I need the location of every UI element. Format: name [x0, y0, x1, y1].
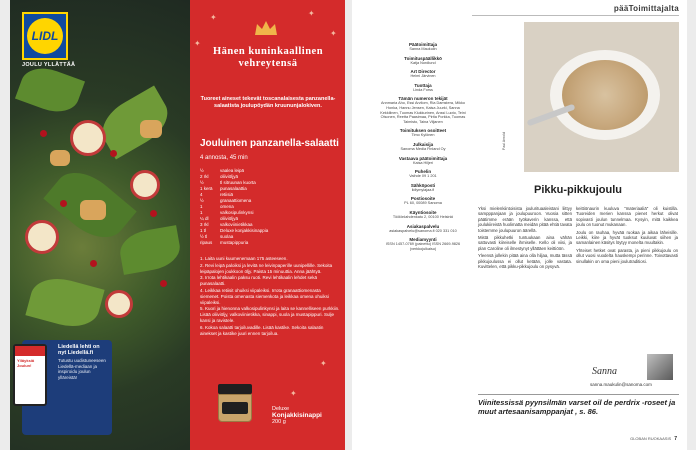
ingredient-qty: ½ tl — [200, 234, 208, 239]
recipe-step: 1. Laita uuni kuumenemaan 175 asteeseen. — [200, 256, 288, 261]
crown-icon — [254, 20, 278, 36]
credit-label: Tämän numeron tekijät — [398, 96, 448, 102]
recipe-title: Jouluinen panzanella-salaatti — [200, 138, 339, 149]
masthead-credits — [378, 38, 468, 251]
credit-label: Toimituspäällikkö — [404, 55, 442, 61]
section-header: pääToimittajalta — [613, 4, 679, 13]
ingredient-item: valkosipulinkynsi — [220, 210, 254, 215]
logo-text: LIDL — [31, 29, 59, 43]
ingredient-item: granaattiomena — [220, 198, 252, 203]
header-rule — [472, 15, 679, 16]
porridge-photo — [524, 22, 679, 172]
article-column-2 — [576, 206, 678, 266]
credit-value: Katja Nordlund — [410, 60, 436, 65]
ingredient-qty: ½ — [200, 180, 204, 185]
credit-value: Timo Kylönen — [411, 133, 435, 138]
ingredient-qty: ¼ dl — [200, 216, 209, 221]
credit-value: Sanna Maukulin — [409, 47, 437, 51]
left-page — [10, 0, 345, 450]
product-weight: 200 g — [272, 419, 286, 425]
article-title: Pikku-pikkujoulu — [534, 184, 623, 196]
credit-value: Vaihde 09 1 201 — [409, 174, 437, 179]
photo-credit: Paul Arnold — [502, 132, 506, 150]
ingredient-qty: 3 rkl — [200, 222, 209, 227]
recipe-servings: 4 annosta, 45 min — [200, 155, 248, 161]
ingredient-qty: ripaus — [200, 240, 213, 245]
credit-label: Asiakaspalvelu — [406, 223, 440, 229]
article-paragraph: keittiönaurin kuuluva "materiaaliä" oli kuistilla. Tuoreiden merien kanssa pienet herkut olivat sopivasti joulun tunnelmaa. Kysyin, mitä kaikkea joulu on tuonut mukanaan. — [576, 206, 678, 228]
credit-label: Sähköposti — [410, 182, 436, 188]
lidl-logo[interactable] — [22, 12, 68, 60]
mustard-jar-image — [218, 384, 252, 422]
ingredient-list — [200, 168, 340, 246]
author-avatar — [647, 354, 673, 380]
article-paragraph: Yleensä jollekin pitää aina olla hiljaa, mutta tässä pikkujoulussa ei ollut ketään, jolle vastata. Kuvittelen, että pikku-pikkujoulu on pysyvä. — [478, 253, 572, 270]
author-email[interactable]: sanna.maukulin@sanoma.com — [590, 382, 652, 387]
credit-value: Linda Forss — [413, 87, 433, 92]
ingredient-qty: 1 — [200, 204, 203, 209]
credit-label: Art Director — [410, 69, 436, 75]
credit-label: Vastaava päätoimittaja — [398, 155, 448, 161]
credit-label: Päätoimittaja — [408, 42, 437, 47]
product-name: Konjakkisinappi — [272, 411, 322, 419]
ingredient-item: suolaa — [220, 234, 234, 239]
step-list — [200, 256, 340, 337]
ingredient-item: valkoviinietikkaa — [220, 222, 253, 227]
ingredient-item: mustapippuria — [220, 240, 249, 245]
credit-value: asiakaspalvelu@sanoma.fi 020 331 010 — [389, 228, 457, 233]
promo-app-text: Ylläyksiä Joulun! — [17, 358, 35, 368]
recipe-step: 2. Revi leipä paloiksi ja levitä ne leivinpaperille uunipellille. Sekoita leipäpalojen joukkoon öljy. Paista 15 minuuttia. Anna jäähtyä. — [200, 262, 333, 274]
article-paragraph: Yhteiset hetket ovat parasta, ja pieni pikkujoulu on ollut vuosi vuodelta hauskempi perinne. Toivottavasti sinullakin on oma pieni joulutraditiosi. — [576, 247, 678, 264]
intro-text: Tuoreet aineset tekevät toscanalaisesta panzanella-salaatista joulupöydän kruununjalokiven. — [200, 96, 336, 109]
credit-value: PL 60, 00089 Sanoma — [404, 201, 442, 206]
ingredient-qty: 4 — [200, 192, 203, 197]
signature: Sanna — [592, 366, 617, 377]
ingredient-qty: 1 kerä — [200, 186, 213, 191]
credit-value: Kaisa Hiljeri — [412, 160, 434, 165]
brand-label: JOULU YLLÄTTÄÄ — [22, 62, 76, 68]
ingredient-qty: 2 rkl — [200, 174, 209, 179]
product-caption — [272, 406, 322, 426]
credit-value: ISSN 1457-0769 (painettu) ISSN 2669-9826 (verkkojulkaisu) — [385, 242, 461, 251]
recipe-step: 5. Kuori ja hienonna valkosipulinkynsi ja laita se kannelliseen purkkiin. Lisää oliiviöljy, valkoviinietikka, sinappi, suola ja mustapippuri. Sulje kansi ja ravistele. — [200, 306, 340, 323]
page-label: GLOBAN RUOKAASIS — [630, 436, 672, 441]
page-number: 7 — [674, 436, 677, 442]
article-paragraph: Yksi mielenkiintoisista joulurituaaleistani liittyy sampppanjaan ja joulupuuroon. Vuosia sitten päätimme erään työkaverin kanssa, että joulukiireistä huolimatta meidän pitää ehtiä tavata toistemme joulupuuron äärellä. — [478, 206, 572, 233]
ingredient-item: oliiviöljyä — [220, 216, 239, 221]
headline: Hänen kuninkaallinen vehreytensä — [212, 46, 324, 69]
promo-phone-image — [13, 344, 47, 406]
credit-value: Helmi Järvinen — [410, 74, 436, 79]
credit-label: Käyntiosoite — [409, 209, 437, 215]
credit-label: Postiosoite — [410, 196, 436, 202]
credit-value: Sanoma Media Finland Oy — [400, 146, 446, 151]
credit-label: Puhelin — [414, 169, 432, 175]
credit-value: Töölönlahdenkatu 2, 00100 Helsinki — [392, 214, 454, 219]
ingredient-qty: 1 tl — [200, 228, 207, 233]
product-brand: Deluxe — [272, 406, 290, 412]
footer-rule — [478, 394, 679, 395]
recipe-step: 3. Irrota lehtikaalin paksu ruoti. Revi lehtikaalin lehdet sekä punasalaatti. — [200, 275, 318, 287]
ingredient-item: Deluxe konjakkisinappia — [220, 228, 269, 233]
recipe-step: 4. Leikkaa retiisit ohuiksi viipaleiksi. Irrota granaattiomenasta siemenet. Poista omenasta siemenkota ja leikkaa omena ohuiksi viipaleiksi. — [200, 287, 329, 305]
article-paragraph: Joulu on rauhaa, hyvää ruokaa ja aikaa läheisille. Leikki, kiire ja hyvät tuoksut kuuluvat siihen ja samanlainen käsitys löytyy monelta muultakin. — [576, 229, 678, 246]
credit-label: Julkaisija — [412, 141, 434, 147]
article-column-1 — [478, 206, 572, 271]
right-page — [352, 0, 687, 450]
ingredient-qty: ½ — [200, 168, 204, 173]
ingredient-item: punasalaattia — [220, 186, 247, 191]
credit-label: Tuottaja — [414, 82, 432, 88]
credit-label: Toimituksen osoitteet — [399, 128, 447, 134]
ingredient-row — [200, 240, 340, 246]
ingredient-item: retiisiä — [220, 192, 234, 197]
recipe-step: 6. Kokoa salaatti tarjoiluvadille. Lisää kastike. Sekoita salaatin ainekset ja kastike juuri ennen tarjoilua. — [200, 324, 324, 336]
footer-teaser[interactable]: Viinitessissä pyynsilmän varset oil de perdrix -roseet ja muut artesaanisamppanjat , s. 86. — [478, 398, 676, 416]
article-paragraph: Mistä pikkuhetki tuntuukaan aina vähän sattuvasti kiireiselle ihmiselle. Kello oli viisi, ja plan Caroline oli ilmestynyt yllättäen keittiöön. — [478, 235, 572, 251]
page-footer — [630, 436, 677, 442]
ingredient-item: tl sitruunan kuorta — [220, 180, 256, 185]
credit-value: lidlymylajaa.fi — [411, 187, 435, 192]
credit-value: Annmaria Aho, Essi Arvilom, Ria Damstera, Mikko Honka, Hannu Jensen, Kaisa Juurki, Sanna Kekkilinen, Tuomas Kiukkurinen, Anssi Luoto, Teini Olsonen, Reetta Paasimaa, Pirita Porkka, Tuomas Taimisto, Taina Viljanen — [380, 101, 466, 124]
recipe-content: ✦ ✦ ✦ ✦ ✦ ✦ Hänen kuninkaallinen vehreytensä Tuoreet aineset tekevät toscanalaisesta panzanella-salaatista joulupöydän kruununjalokiven. Jouluinen panzanella-salaatti 4 annosta, 45 min ½ vaalea leipä 2 rkl oliiviöljyä ½ tl sitruunan kuorta 1 kerä punasalaattia 4 retiisiä ½ granaattiomena 1 omena 1 valkosipulinkynsi ¼ dl oliiviöljyä 3 rkl valkoviinietikkaa 1 tl Deluxe konjakkisinappia ½ tl suolaa ripaus mustapippuria 1. Laita uuni kuumenemaan 175 asteeseen. 2. Revi leipä paloiksi ja levitä ne leivinpaperille uunipellille. Sekoita leipäpalojen joukkoon öljy. Paista 15 minuuttia. Anna jäähtyä. 3. Irrota lehtikaalin paksu ruoti. Revi lehtikaalin lehdet sekä punasalaatti. 4. Leikkaa retiisit ohuiksi viipaleiksi. Irrota granaattiomenasta siemenet. Poista omenasta siemenkota ja leikkaa omena ohuiksi viipaleiksi. 5. Kuori ja hienonna valkosipulinkynsi ja laita se kannelliseen purkkiin. Lisää oliiviöljy, valkoviinietikka, sinappi, suola ja mustapippuri. Sulje kansi ja ravistele. 6. Kokoa salaatti tarjoiluvadille. Lisää kastike. Sekoita salaatin ainekset ja kastike juuri ennen tarjoilua. Deluxe Konjakkisinappi 200 g — [194, 9, 340, 425]
ingredient-qty: ½ — [200, 198, 204, 203]
credit-label: Mediamyynti — [409, 237, 437, 243]
promo-body: Tutustu uudistuneeseen Liedellä-mediaan ja inspiroidu joulun ylläreistä! — [58, 358, 106, 380]
ingredient-item: vaalea leipä — [220, 168, 245, 173]
promo-title: Liedellä lehti on nyt Liedellä.fi — [58, 344, 100, 356]
ingredient-item: oliiviöljyä — [220, 174, 239, 179]
ingredient-item: omena — [220, 204, 234, 209]
ingredient-qty: 1 — [200, 210, 203, 215]
